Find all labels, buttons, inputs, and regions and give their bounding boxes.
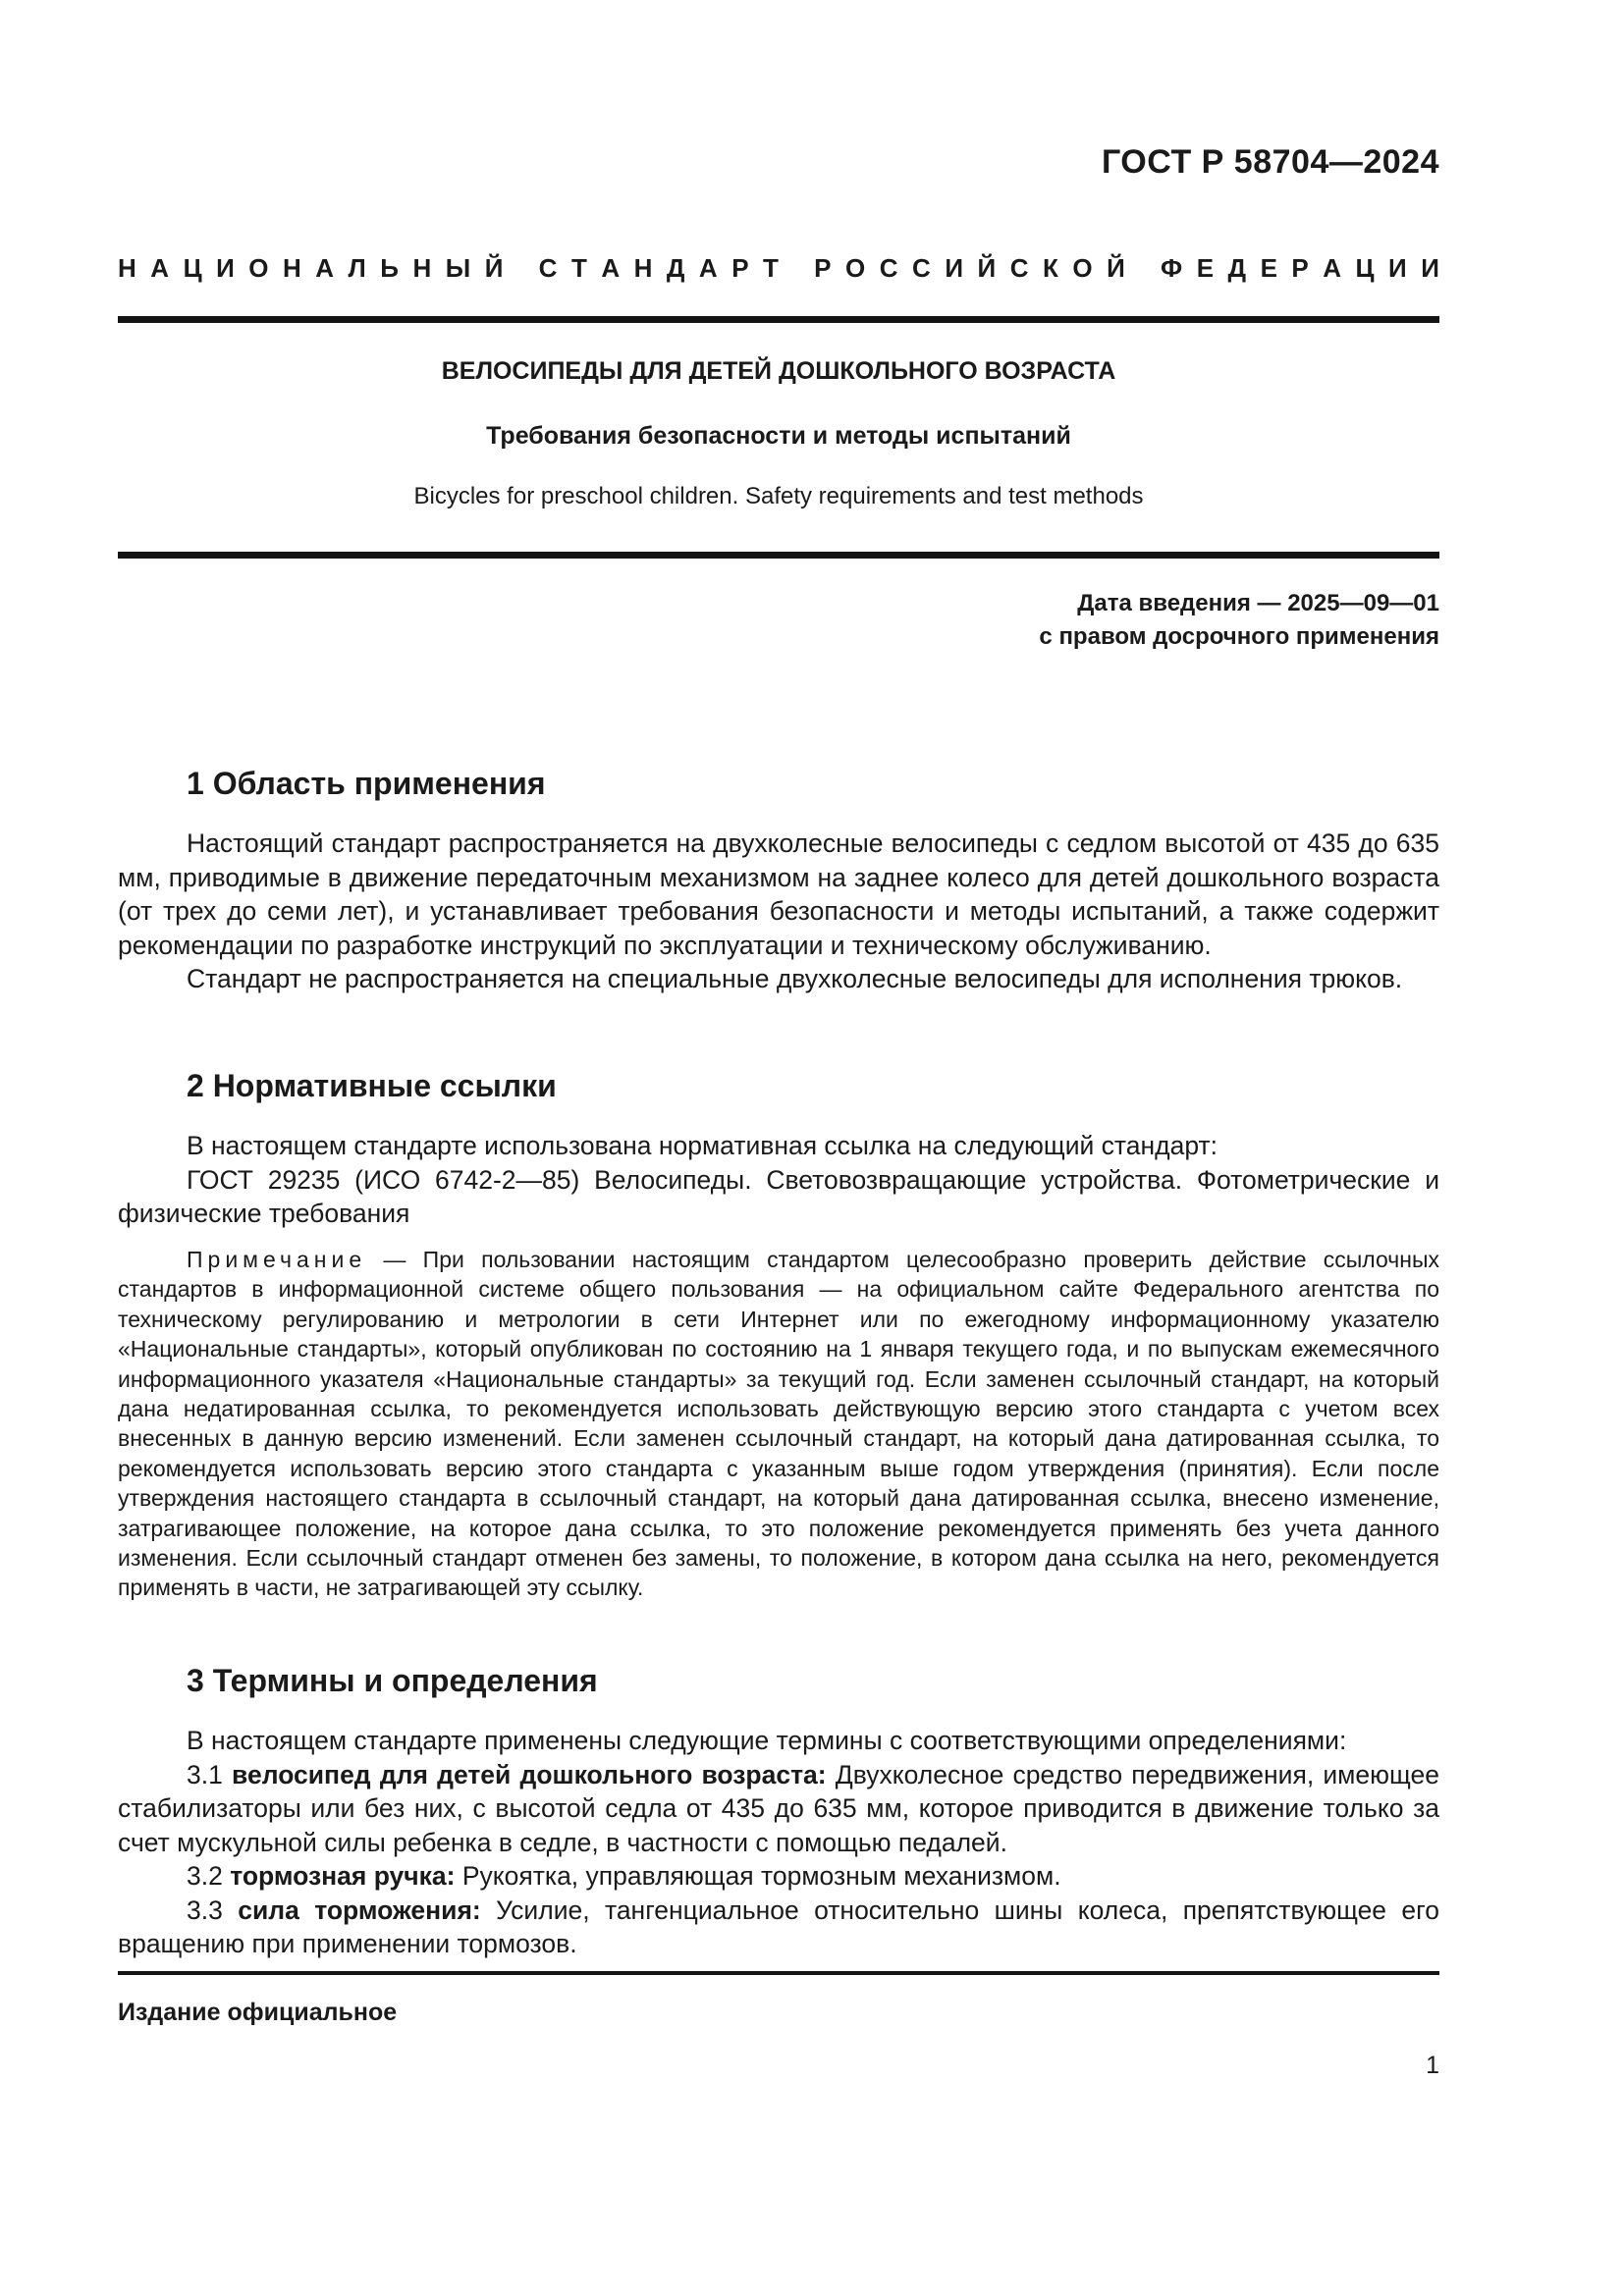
official-edition-label: Издание официальное xyxy=(118,1999,398,2026)
banner-letter: Н xyxy=(412,253,432,283)
banner-letter: Ф xyxy=(1161,253,1183,283)
banner-letter: А xyxy=(601,253,621,283)
banner-letter: Л xyxy=(348,253,366,283)
banner-letter: Ы xyxy=(445,253,471,283)
banner-letter: К xyxy=(1042,253,1058,283)
banner-letter: О xyxy=(248,253,269,283)
banner-letter: А xyxy=(1323,253,1342,283)
section-1-paragraph-1: Настоящий стандарт распространяется на двухколесные велосипеды с седлом высотой от 435 до 635 мм, приводимые в движение передаточным механизмом на заднее колесо для детей дошкольного возраста (от трех до семи лет), и устанавливает требования безопасности и методы испытаний, а также содержит рекомендации по разработке инструкций по эксплуатации и техническому обслуживанию. xyxy=(118,828,1439,960)
banner-letter: Й xyxy=(1107,253,1125,283)
banner-letter: Й xyxy=(977,253,997,283)
term-name: тормозная ручка: xyxy=(230,1861,456,1891)
term-definition: Усилие, тангенциальное относительно шины колеса, препятствующее его вращению при применении тормозов. xyxy=(118,1895,1439,1958)
banner-letter: Д xyxy=(666,253,685,283)
banner-letter: Е xyxy=(1196,253,1215,283)
banner-letter: С xyxy=(879,253,898,283)
banner-letter: С xyxy=(538,253,558,283)
term-name: велосипед для детей дошкольного возраста: xyxy=(232,1759,827,1789)
document-title: ВЕЛОСИПЕДЫ ДЛЯ ДЕТЕЙ ДОШКОЛЬНОГО ВОЗРАСТА xyxy=(441,357,1116,385)
banner-letter xyxy=(1139,253,1146,284)
banner-letter: Т xyxy=(763,253,779,283)
banner-letter: А xyxy=(315,253,335,283)
national-standard-banner xyxy=(118,253,1439,284)
term-item: 3.2 тормозная ручка: Рукоятка, управляющая тормозным механизмом. xyxy=(187,1861,1061,1891)
english-title: Bicycles for preschool children. Safety requirements and test methods xyxy=(413,483,1144,509)
term-definition: Рукоятка, управляющая тормозным механизмом. xyxy=(455,1861,1061,1891)
banner-letter: Е xyxy=(1260,253,1277,283)
section-3-heading: 3 Термины и определения xyxy=(187,1663,598,1698)
document-subtitle: Требования безопасности и методы испытаний xyxy=(486,422,1071,450)
section-2-body xyxy=(118,1129,1439,1231)
note-text: — При пользовании настоящим стандартом целесообразно проверить действие ссылочных стандартов в информационной системе общего пользования — на официальном сайте Федерального агентства по техническому регулированию и метрологии в сети Интернет или по ежегодному информационному указателю «Национальные стандарты», который опубликован по состоянию на 1 января текущего года, и по выпускам ежемесячного информационного указателя «Национальные стандарты» за текущий год. Если заменен ссылочный стандарт, на который дана недатированная ссылка, то рекомендуется использовать действующую версию этого стандарта с учетом всех внесенных в данную версию изменений. Если заменен ссылочный стандарт, на который дана датированная ссылка, то рекомендуется использовать версию этого стандарта с указанным выше годом утверждения (принятия). Если после утверждения настоящего стандарта в ссылочный стандарт, на который дана датированная ссылка, внесено изменение, затрагивающее положение, на которое дана ссылка, то это положение рекомендуется применять без учета данного изменения. Если ссылочный стандарт отменен без замены, то положение, в котором дана ссылка на него, рекомендуется применять в части, не затрагивающей эту ссылку. xyxy=(118,1247,1439,1601)
banner-letter: И xyxy=(216,253,235,283)
banner-letter: О xyxy=(845,253,866,283)
banner-letter: Р xyxy=(731,253,749,283)
banner-letter xyxy=(517,253,524,284)
banner-letter: Ь xyxy=(380,253,399,283)
section-1-paragraph-2: Стандарт не распространяется на специальные двухколесные велосипеды для исполнения трюков. xyxy=(187,964,1403,993)
banner-letter: А xyxy=(698,253,718,283)
term-item: 3.1 велосипед для детей дошкольного возраста: Двухколесное средство передвижения, имеющее стабилизаторы или без них, с высотой седла от 435 до 635 мм, которое приводится в движение только за счет мускульной силы ребенка в седле, в частности с помощью педалей. xyxy=(118,1759,1439,1857)
note-block xyxy=(118,1245,1439,1603)
banner-letter: Н xyxy=(282,253,301,283)
early-application: с правом досрочного применения xyxy=(1039,623,1439,650)
section-3-body xyxy=(118,1724,1439,1961)
footer-rule xyxy=(118,1971,1439,1975)
banner-letter: Р xyxy=(814,253,832,283)
note-label: Примечание xyxy=(187,1247,367,1272)
banner-letter xyxy=(792,253,799,284)
banner-letter: И xyxy=(945,253,963,283)
banner-letter: О xyxy=(1072,253,1093,283)
effective-date-block xyxy=(1039,587,1439,654)
document-code: ГОСТ Р 58704—2024 xyxy=(1101,143,1439,181)
banner-letter: Ц xyxy=(1355,253,1375,283)
banner-letter: С xyxy=(912,253,931,283)
section-1-heading: 1 Область применения xyxy=(187,766,546,801)
section-2-paragraph-1: В настоящем стандарте использована нормативная ссылка на следующий стандарт: xyxy=(187,1131,1218,1160)
effective-date: Дата введения — 2025—09—01 xyxy=(1077,590,1439,616)
banner-letter: Ц xyxy=(183,253,202,283)
section-3-intro: В настоящем стандарте применены следующие термины с соответствующими определениями: xyxy=(187,1726,1347,1755)
banner-letter: Н xyxy=(633,253,653,283)
top-rule xyxy=(118,316,1439,323)
term-name: сила торможения: xyxy=(238,1895,481,1925)
title-rule xyxy=(118,552,1439,559)
page-number: 1 xyxy=(1426,2052,1439,2079)
term-definition: Двухколесное средство передвижения, имеющее стабилизаторы или без них, с высотой седла от 435 до 635 мм, которое приводится в движение только за счет мускульной силы ребенка в седле, в частности с помощью педалей. xyxy=(118,1759,1439,1857)
banner-letter: Н xyxy=(118,253,136,283)
banner-letter: С xyxy=(1009,253,1029,283)
term-item: 3.3 сила торможения: Усилие, тангенциальное относительно шины колеса, препятствующее его вращению при применении тормозов. xyxy=(118,1895,1439,1958)
banner-letter: Р xyxy=(1291,253,1309,283)
section-1-body xyxy=(118,827,1439,996)
banner-letter: А xyxy=(150,253,170,283)
banner-letter: Д xyxy=(1227,253,1247,283)
banner-letter: Й xyxy=(484,253,504,283)
section-2-heading: 2 Нормативные ссылки xyxy=(187,1068,557,1103)
banner-letter: Т xyxy=(570,253,587,283)
banner-letter: И xyxy=(1388,253,1407,283)
banner-letter: И xyxy=(1421,253,1439,283)
normative-reference: ГОСТ 29235 (ИСО 6742-2—85) Велосипеды. Световозвращающие устройства. Фотометрические и физические требования xyxy=(118,1164,1439,1228)
